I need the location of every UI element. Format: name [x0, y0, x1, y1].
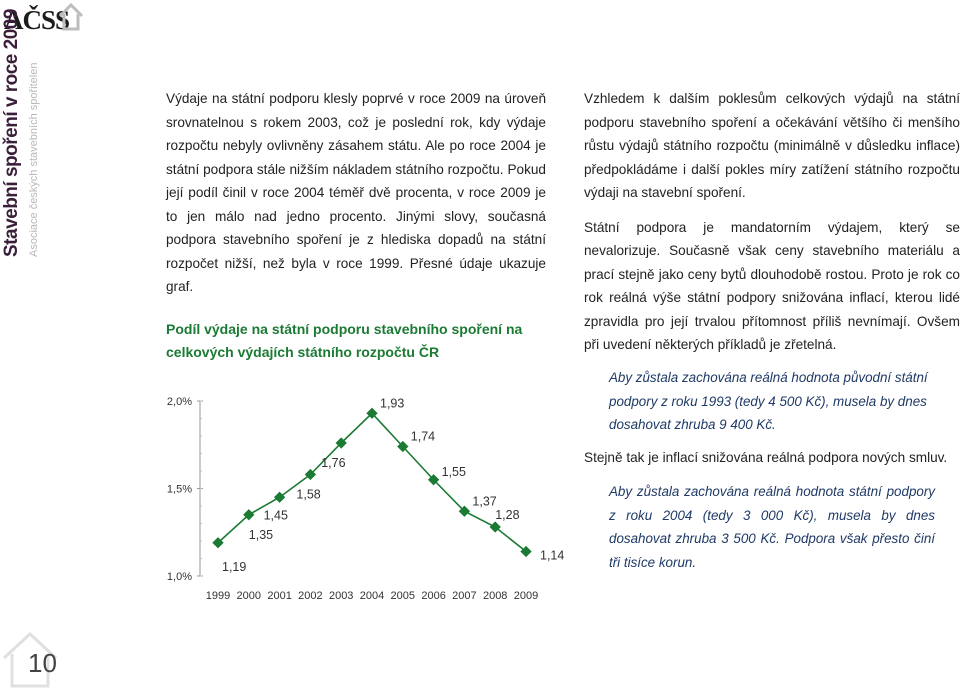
data-label: 1,35 — [248, 527, 274, 542]
x-tick-label: 2002 — [298, 590, 323, 602]
x-tick-label: 1999 — [205, 590, 231, 602]
inflation-example-1993: Aby zůstala zachována reálná hodnota původní státní podpory z roku 1993 (tedy 4 500 Kč), musela by dnes dosahovat zhruba 9 400 Kč. — [609, 370, 928, 432]
data-label: 1,93 — [380, 396, 405, 411]
y-tick-label: 2,0% — [166, 396, 192, 408]
data-label: 1,74 — [410, 429, 436, 444]
side-subtitle: Asociace českých stavebních spořitelen — [28, 62, 40, 257]
data-label: 1,28 — [495, 508, 520, 522]
data-label: 1,45 — [263, 508, 288, 523]
side-title: Stavební spoření v roce 2009 — [1, 9, 22, 257]
x-tick-label: 2006 — [421, 590, 446, 602]
data-label: 1,76 — [321, 456, 346, 470]
x-tick-label: 2007 — [452, 590, 477, 602]
chart-title: Podíl výdaje na státní podporu stavebního spoření na celkových výdajích státního rozpočtu ČR — [166, 321, 523, 360]
left-paragraph — [166, 87, 546, 299]
x-tick-label: 2001 — [267, 590, 292, 602]
data-label: 1,19 — [222, 559, 247, 574]
y-tick-label: 1,0% — [166, 571, 192, 583]
left-paragraph-text: Výdaje na státní podporu klesly poprvé v roce 2009 na úroveň srovnatelnou s rokem 2003, což je poslední rok, kdy výdaje rozpočtu nebyly ovlivněny zásahem státu. Ale po roce 2004 je státní podpora stále nižším nákladem státního rozpočtu. Pokud její podíl činil v roce 2004 téměř dvě procenta, v roce 2009 je to jen málo nad jedno procento. Jinými slovy, současná podpora stavebního spoření je z hlediska dopadů na státní rozpočet nižší, než byla v roce 1999. Přesné údaje ukazuje graf. — [166, 91, 546, 294]
x-tick-label: 2000 — [236, 590, 262, 602]
data-label: 1,14 — [540, 548, 565, 563]
x-tick-label: 2004 — [359, 590, 385, 602]
data-label: 1,58 — [296, 487, 321, 502]
right-column — [584, 87, 960, 357]
data-label: 1,55 — [441, 464, 466, 479]
page-number: 10 — [28, 648, 57, 678]
x-tick-label: 2008 — [482, 590, 508, 602]
right-paragraph-2: Státní podpora je mandatorním výdajem, který se nevalorizuje. Současně však ceny stavebního materiálu a prací stejně jako ceny bytů dlouhodobě rostou. Proto je rok co rok reálná výše státní podpory snižována inflací, kterou lidé zpravidla pro její trvalou přítomnost příliš nevnímají. Ovšem při uvedení některých příkladů je zřetelná. — [584, 219, 960, 352]
line-chart — [140, 380, 565, 610]
x-tick-label: 2003 — [328, 590, 354, 602]
y-tick-label: 1,5% — [166, 483, 192, 496]
logo-text: AČSS — [4, 5, 70, 35]
data-label: 1,37 — [472, 494, 497, 509]
house-logo-icon — [58, 2, 84, 32]
data-point — [274, 492, 285, 503]
right-paragraph-1: Vzhledem k dalším poklesům celkových výdajů na státní podporu stavebního spoření a očekávání většího či menšího růstu výdajů státního rozpočtu (minimálně v důsledku inflace) předpokládáme i další pokles míry zatížení státního rozpočtu výdaji na stavební spoření. — [584, 91, 960, 200]
x-tick-label: 2005 — [390, 590, 416, 602]
x-tick-label: 2009 — [513, 590, 539, 602]
inflation-example-2004: Aby zůstala zachována reálná hodnota státní podpory z roku 2004 (tedy 3 000 Kč), musela by dnes dosahovat zhruba 3 500 Kč. Podpora však přesto činí tři tisíce korun. — [609, 484, 935, 570]
right-paragraph-3: Stejně tak je inflací snižována reálná podpora nových smluv. — [584, 450, 948, 465]
